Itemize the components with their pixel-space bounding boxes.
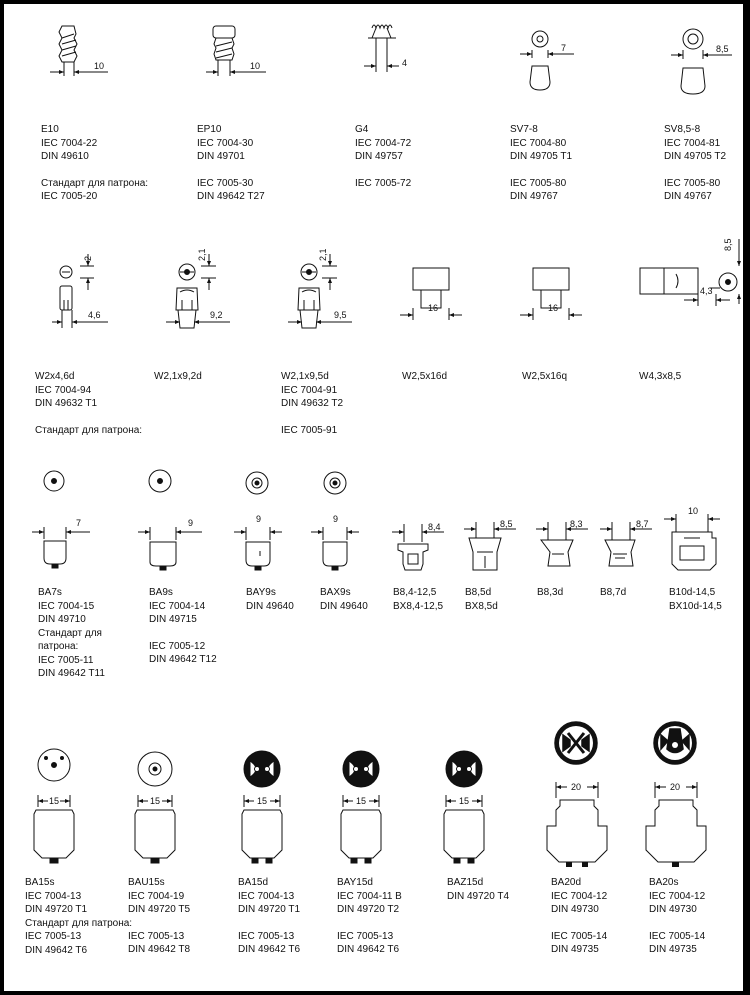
- g4-caption: G4 IEC 7004-72 DIN 49757 IEC 7005-72: [355, 124, 412, 189]
- bau15s-dimension: 15: [150, 796, 161, 806]
- bay9s-caption: BAY9s DIN 49640: [246, 587, 294, 612]
- b85-drawing: [464, 522, 516, 570]
- b87-dimension: 8,7: [636, 519, 649, 529]
- sv7-caption: SV7-8 IEC 7004-80 DIN 49705 T1 IEC 7005-80 DIN 49767: [510, 124, 573, 202]
- ba20d-caption: BA20d IEC 7004-12 DIN 49730 IEC 7005-14 DIN 49735: [551, 877, 608, 955]
- b83-caption: B8,3d: [537, 587, 564, 598]
- w21x92-dimension-21: 2,1: [197, 248, 207, 261]
- bau15s-caption: BAU15s IEC 7004-19 DIN 49720 T5 IEC 7005-13 DIN 49642 T8: [128, 877, 191, 955]
- sv85-caption: SV8,5-8 IEC 7004-81 DIN 49705 T2 IEC 7005-80 DIN 49767: [664, 124, 727, 202]
- bay15d-dimension: 15: [356, 796, 367, 806]
- ba20s-caption: BA20s IEC 7004-12 DIN 49730 IEC 7005-14 DIN 49735: [649, 877, 706, 955]
- w25x16d-dimension: 16: [428, 303, 439, 313]
- bax9s-caption: BAX9s DIN 49640: [320, 587, 368, 612]
- ba9s-dimension: 9: [188, 518, 194, 528]
- b10-caption: B10d-14,5 BX10d-14,5: [669, 587, 722, 612]
- ba20d-drawing: [547, 722, 607, 867]
- g4-dimension: 4: [402, 58, 408, 68]
- w2x46-dimension-46: 4,6: [88, 310, 101, 320]
- ba7s-caption: BA7s IEC 7004-15 DIN 49710 Стандарт для патрона: IEC 7005-11 DIN 49642 T11: [38, 587, 105, 679]
- b87-caption: B8,7d: [600, 587, 627, 598]
- baz15d-drawing: [444, 751, 484, 863]
- w21x92-caption: W2,1x9,2d: [154, 371, 202, 382]
- b83-dimension: 8,3: [570, 519, 583, 529]
- ba20s-drawing: [646, 722, 706, 867]
- w21x95-dimension-21: 2,1: [318, 248, 328, 261]
- ba15d-dimension: 15: [257, 796, 268, 806]
- b84-dimension: 8,4: [428, 522, 441, 532]
- bau15s-drawing: [135, 752, 175, 863]
- b85-dimension: 8,5: [500, 519, 513, 529]
- ba20s-dimension: 20: [670, 782, 681, 792]
- ba7s-drawing: [32, 471, 90, 568]
- ba20d-dimension: 20: [571, 782, 582, 792]
- ba15s-caption: BA15s IEC 7004-13 DIN 49720 T1 Стандарт для патрона: IEC 7005-13 DIN 49642 T6: [25, 877, 133, 956]
- sv7-dimension: 7: [561, 43, 567, 53]
- ba15s-drawing: [34, 749, 74, 863]
- sv7-drawing: [520, 31, 574, 90]
- w25x16q-dimension: 16: [548, 303, 559, 313]
- bax9s-dimension: 9: [333, 514, 339, 524]
- sv85-dimension: 8,5: [716, 44, 729, 54]
- w43-caption: W4,3x8,5: [639, 371, 682, 382]
- w2x46-dimension-2: 2: [83, 255, 93, 261]
- e10-dimension: 10: [94, 61, 105, 71]
- ba15s-dimension: 15: [49, 796, 60, 806]
- ba15d-caption: BA15d IEC 7004-13 DIN 49720 T1 IEC 7005-13 DIN 49642 T6: [238, 877, 301, 955]
- b84-caption: B8,4-12,5 BX8,4-12,5: [393, 587, 444, 612]
- ba15d-drawing: [242, 751, 282, 863]
- ba9s-caption: BA9s IEC 7004-14 DIN 49715 IEC 7005-12 DIN 49642 T12: [149, 587, 217, 665]
- w21x95-dimension-95: 9,5: [334, 310, 347, 320]
- w25x16q-caption: W2,5x16q: [522, 371, 568, 382]
- w43-dimension-43: 4,3: [700, 286, 713, 296]
- g4-drawing: [364, 25, 399, 72]
- sv85-drawing: [671, 29, 732, 94]
- bay15d-caption: BAY15d IEC 7004-11 B DIN 49720 T2 IEC 7005-13 DIN 49642 T6: [337, 877, 402, 955]
- white-sheet: [4, 4, 743, 991]
- baz15d-dimension: 15: [459, 796, 470, 806]
- w43-dimension-85: 8,5: [723, 238, 733, 251]
- w2x46-caption: W2x4,6d IEC 7004-94 DIN 49632 T1 Стандарт для патрона:: [35, 371, 143, 436]
- w21x95-caption: W2,1x9,5d IEC 7004-91 DIN 49632 T2 IEC 7005-91: [281, 371, 344, 436]
- b10-drawing: [664, 514, 720, 570]
- bay15d-drawing: [341, 751, 381, 863]
- b85-caption: B8,5d BX8,5d: [465, 587, 498, 612]
- w21x92-dimension-92: 9,2: [210, 310, 223, 320]
- bay9s-dimension: 9: [256, 514, 262, 524]
- ep10-dimension: 10: [250, 61, 261, 71]
- baz15d-caption: BAZ15d DIN 49720 T4: [447, 877, 510, 902]
- w25x16d-caption: W2,5x16d: [402, 371, 448, 382]
- ba7s-dimension: 7: [76, 518, 82, 528]
- e10-caption: E10 IEC 7004-22 DIN 49610 Стандарт для патрона: IEC 7005-20: [41, 124, 149, 202]
- b10-dimension: 10: [688, 506, 699, 516]
- ep10-caption: EP10 IEC 7004-30 DIN 49701 IEC 7005-30 DIN 49642 T27: [197, 124, 265, 202]
